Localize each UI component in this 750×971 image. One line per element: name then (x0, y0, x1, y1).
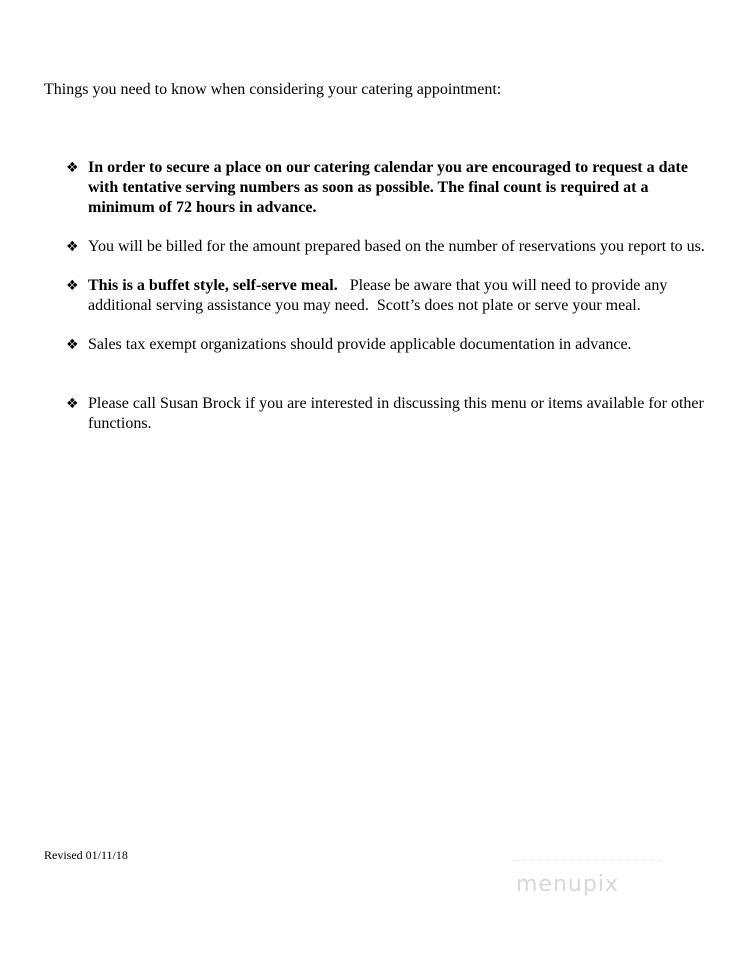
watermark-divider (512, 860, 662, 861)
diamond-bullet-icon: ❖ (66, 239, 79, 255)
intro-text: Things you need to know when considering your catering appointment: (44, 81, 502, 98)
guidelines-list (66, 158, 706, 434)
bullet-bold-text: In order to secure a place on our catering calendar you are encouraged to request a date with tentative serving numbers as soon as possible. The final count is required at a minimum of 72 hours in advance. (88, 159, 688, 216)
list-item (66, 335, 706, 355)
diamond-bullet-icon: ❖ (66, 160, 79, 176)
diamond-bullet-icon: ❖ (66, 278, 79, 294)
list-item (66, 276, 706, 316)
diamond-bullet-icon: ❖ (66, 337, 79, 353)
list-item (66, 237, 706, 257)
diamond-bullet-icon: ❖ (66, 396, 79, 412)
bullet-text: Please be aware that you will need to provide any additional serving assistance you may need. Scott’s does not plate or serve your meal. (88, 277, 672, 314)
bullet-bold-text: This is a buffet style, self-serve meal. (88, 277, 338, 294)
revised-date: Revised 01/11/18 (44, 848, 128, 862)
bullet-text: You will be billed for the amount prepared based on the number of reservations you report to us. (88, 238, 705, 255)
bullet-text: Please call Susan Brock if you are interested in discussing this menu or items available for other functions. (88, 395, 704, 432)
list-item (66, 394, 706, 434)
list-item (66, 158, 706, 218)
menupix-watermark: menupix (516, 872, 619, 897)
bullet-text: Sales tax exempt organizations should provide applicable documentation in advance. (88, 336, 632, 353)
